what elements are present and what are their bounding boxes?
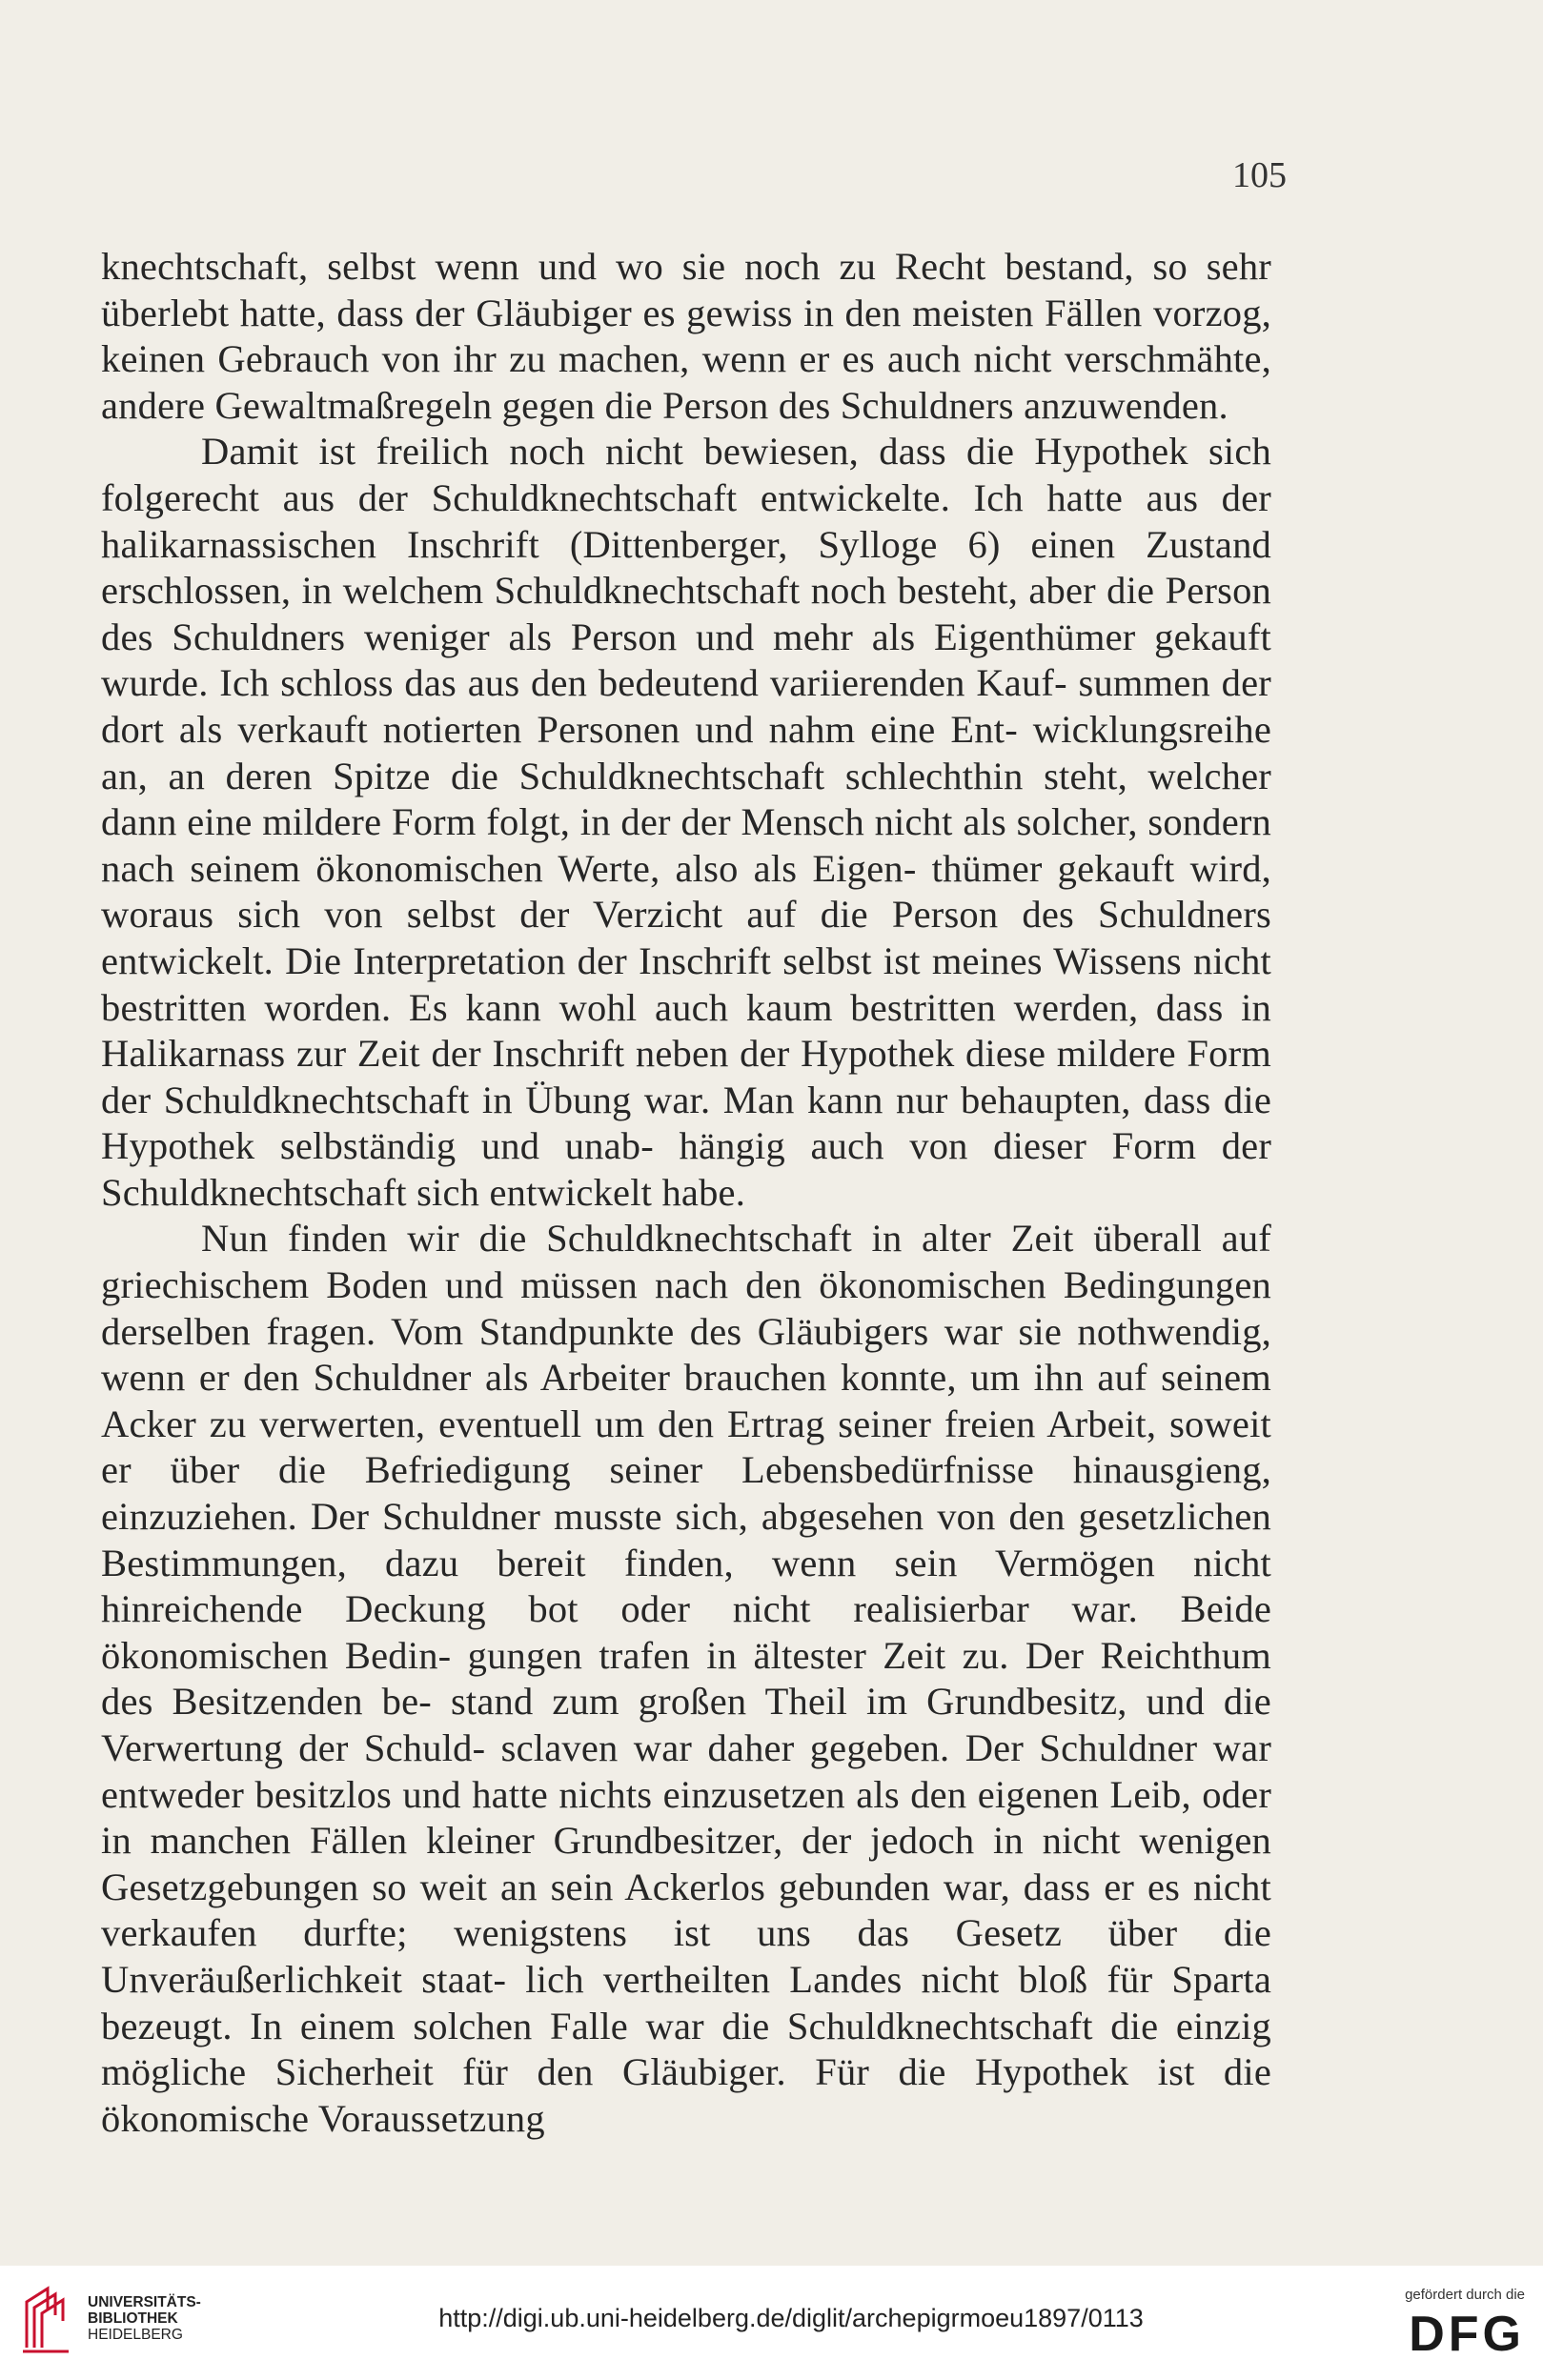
text-line: griechischem Boden und müssen nach den ökonomischen Bedingungen	[101, 1263, 1271, 1307]
text-line: summen der dort als verkauft notierten Personen und nahm eine Ent-	[101, 661, 1271, 751]
text-line: sclaven war daher gegeben. Der Schuldner war entweder besitzlos und	[101, 1726, 1271, 1816]
text-line: meines Wissens nicht bestritten worden. Es kann wohl auch kaum	[101, 938, 1271, 1029]
text-line: den Gläubiger. Für die Hypothek ist die ökonomische Voraussetzung	[101, 2050, 1272, 2140]
text-line: Person des Schuldners weniger als Person und mehr als Eigenthümer	[101, 569, 1271, 658]
permalink-url[interactable]: http://digi.ub.uni-heidelberg.de/diglit/archepigrmoeu1897/0113	[438, 2304, 1144, 2332]
text-line: Acker zu verwerten, eventuell um den Ertrag seiner freien Arbeit,	[101, 1402, 1157, 1445]
text-line: Man kann nur behaupten, dass die Hypothek selbständig und unab-	[101, 1078, 1272, 1168]
text-line: wicklungsreihe an, an deren Spitze die Schuldknechtschaft schlechthin	[101, 707, 1272, 797]
text-line: erschlossen, in welchem Schuldknechtschaft noch besteht, aber die	[101, 569, 1155, 613]
text-line: Nun finden wir die Schuldknechtschaft in alter Zeit überall auf	[201, 1217, 1271, 1261]
text-line: der halikarnassischen Inschrift (Dittenberger, Sylloge 6) einen Zustand	[101, 475, 1271, 566]
text-line: Falle war die Schuldknechtschaft die einzig mögliche Sicherheit für	[101, 2004, 1271, 2094]
text-line: Deckung bot oder nicht realisierbar war. Beide ökonomischen Bedin-	[101, 1587, 1271, 1677]
paragraph-2	[101, 429, 1271, 1216]
paragraph-3	[101, 1216, 1271, 2142]
text-line: Hypothek diese mildere Form der Schuldknechtschaft in Übung war.	[101, 1032, 1271, 1121]
text-line: lich vertheilten Landes nicht bloß für Sparta bezeugt. In einem solchen	[101, 1957, 1271, 2047]
institution-line: BIBLIOTHEK	[88, 2310, 178, 2327]
text-line: als solcher, sondern nach seinem ökonomischen Werte, also als Eigen-	[101, 800, 1272, 890]
text-line: wenn er den Schuldner als Arbeiter brauchen konnte, um ihn auf seinem	[101, 1356, 1271, 1400]
text-line: einzuziehen. Der Schuldner musste sich, abgesehen von den gesetzlichen	[101, 1495, 1271, 1539]
text-line: des Schuldners entwickelt. Die Interpretation der Inschrift selbst ist	[101, 893, 1272, 982]
text-line: Damit ist freilich noch nicht bewiesen, dass die Hypothek sich	[201, 430, 1271, 474]
text-line: stand zum großen Theil im Grundbesitz, und die Verwertung der Schuld-	[101, 1680, 1271, 1769]
institution-line: UNIVERSITÄTS-	[88, 2294, 201, 2310]
text-line: steht, welcher dann eine mildere Form folgt, in der der Mensch nicht	[101, 754, 1271, 844]
body-text	[101, 244, 1271, 2142]
text-line: folgerecht aus der Schuldknechtschaft entwickelte. Ich hatte aus	[101, 475, 1199, 519]
text-line: gungen trafen in ältester Zeit zu. Der Reichthum des Besitzenden be-	[101, 1633, 1271, 1724]
dfg-logo: DFG	[1409, 2307, 1525, 2362]
text-line: Bestimmungen, dazu bereit finden, wenn sein Vermögen nicht hinreichende	[101, 1541, 1271, 1631]
text-line: durfte; wenigstens ist uns das Gesetz über die Unveräußerlichkeit staat-	[101, 1911, 1271, 2001]
funder-block	[1363, 2287, 1525, 2362]
institution-line: HEIDELBERG	[88, 2327, 183, 2343]
institution-name	[88, 2294, 201, 2343]
text-line: verschmähte, andere Gewaltmaßregeln gegen die Person des Schuldners	[101, 337, 1271, 427]
page-number: 105	[1232, 155, 1287, 195]
text-line: hängig auch von dieser Form der Schuldknechtschaft sich entwickelt habe.	[101, 1124, 1272, 1214]
text-line: weit an sein Ackerlos gebunden war, dass er es nicht verkaufen	[101, 1865, 1271, 1955]
paragraph-1	[101, 244, 1271, 429]
text-line: kleiner Grundbesitzer, der jedoch in nicht wenigen Gesetzgebungen so	[101, 1819, 1271, 1908]
text-line: überlebt hatte, dass der Gläubiger es gewiss in den meisten Fällen	[101, 291, 1143, 334]
text-line: thümer gekauft wird, woraus sich von selbst der Verzicht auf die Person	[101, 846, 1271, 937]
library-logo-icon	[19, 2281, 76, 2357]
text-line: hatte nichts einzusetzen als den eigenen Leib, oder in manchen Fällen	[101, 1772, 1272, 1863]
text-line: soweit er über die Befriedigung seiner Lebensbedürfnisse hinausgieng,	[101, 1402, 1272, 1492]
text-line: anzuwenden.	[1024, 383, 1228, 427]
text-line: bestritten werden, dass in Halikarnass zur Zeit der Inschrift neben der	[101, 985, 1271, 1076]
funder-label: gefördert durch die	[1405, 2287, 1525, 2303]
digitization-footer	[0, 2266, 1543, 2380]
text-line: vorzog, keinen Gebrauch von ihr zu machen, wenn er es auch nicht	[101, 291, 1271, 381]
text-line: gekauft wurde. Ich schloss das aus den bedeutend variierenden Kauf-	[101, 615, 1271, 705]
text-line: derselben fragen. Vom Standpunkte des Gläubigers war sie nothwendig,	[101, 1309, 1271, 1353]
text-line: knechtschaft, selbst wenn und wo sie noch zu Recht bestand, so sehr	[101, 245, 1271, 288]
